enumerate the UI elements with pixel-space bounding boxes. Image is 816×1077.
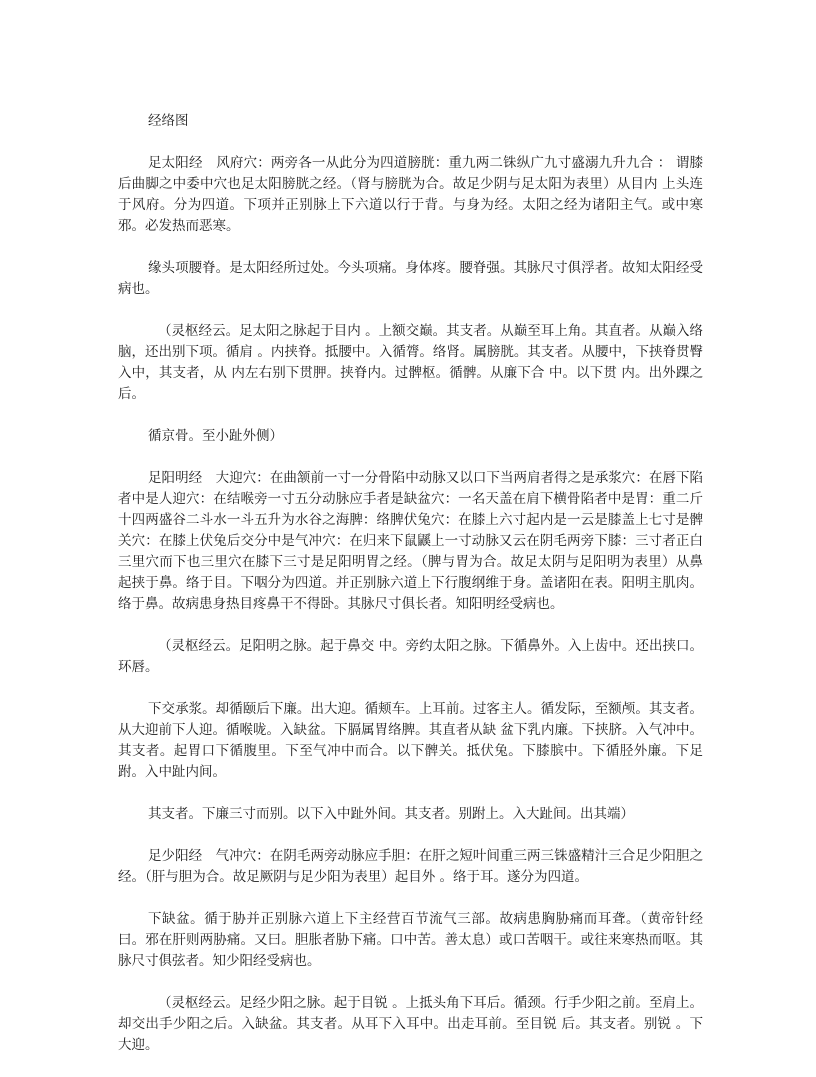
paragraph-yangming-branch: 其支者。下廉三寸而别。以下入中趾外间。其支者。别跗上。入大趾间。出其端）: [148, 806, 634, 822]
document-title: 经络图: [148, 113, 189, 129]
paragraph-taiyang-symptoms: 缘头项腰脊。是太阳经所过处。今头项痛。身体疼。腰脊强。其脉尺寸俱浮者。故知太阳经受病也。: [118, 260, 703, 297]
paragraph-shaoyang-symptoms: 下缺盆。循于胁并正别脉六道上下主经营百节流气三部。故病患胸胁痛而耳聋。（黄帝针经曰。邪在肝则两胁痛。又曰。胆胀者胁下痛。口中苦。善太息）或口苦咽干。或往来寒热而呕。其脉尺寸俱弦者。知少阳经受病也。: [118, 911, 703, 969]
paragraph-yangming-lingshu: （灵枢经云。足阳明之脉。起于鼻交 中。旁约太阳之脉。下循鼻外。入上齿中。还出挟口。环唇。: [118, 638, 703, 675]
paragraph-yangming-path: 下交承浆。却循颐后下廉。出大迎。循颊车。上耳前。过客主人。循发际，至额颅。其支者。从大迎前下人迎。循喉咙。入缺盆。下膈属胃络脾。其直者从缺 盆下乳内廉。下挟脐。入气冲中。其支者。起胃口下循腹里。下至气冲中而合。以下髀关。抵伏兔。下膝膑中。下循胫外廉。下足跗。入中趾内间。: [118, 701, 703, 780]
paragraph-yangming-intro: 足阳明经 大迎穴：在曲颔前一寸一分骨陷中动脉又以口下当两肩者得之是承浆穴：在唇下陷者中是人迎穴：在结喉旁一寸五分动脉应手者是缺盆穴：一名天盖在肩下横骨陷者中是胃：重二斤十四两盛谷二斗水一斗五升为水谷之海脾：络脾伏兔穴：在膝上六寸起内是一云是膝盖上七寸是髀关穴：在膝上伏兔后交分中是气冲穴：在归来下鼠鼷上一寸动脉又云在阴毛两旁下膝：三寸者正白三里穴而下也三里穴在膝下三寸是足阳明胃之经。（脾与胃为合。故足太阴与足阳明为表里）从鼻起挟于鼻。络于目。下咽分为四道。并正别脉六道上下行腹纲维于身。盖诸阳在表。阳明主肌肉。络于鼻。故病患身热目疼鼻干不得卧。其脉尺寸俱长者。知阳明经受病也。: [118, 470, 703, 612]
document-page: [118, 111, 703, 1077]
paragraph-taiyang-intro: 足太阳经 风府穴：两旁各一从此分为四道膀胱：重九两二铢纵广九寸盛溺九升九合 ： 谓膝后曲脚之中委中穴也足太阳膀胱之经。（肾与膀胱为合。故足少阴与足太阳为表里）从目内 上头连于风府。分为四道。下项并正别脉上下六道以行于背。与身为经。太阳之经为诸阳主气。或中寒邪。必发热而恶寒。: [118, 155, 703, 234]
paragraph-taiyang-end: 循京骨。至小趾外侧）: [148, 428, 283, 444]
paragraph-shaoyang-intro: 足少阳经 气冲穴：在阴毛两旁动脉应手胆：在肝之短叶间重三两三铢盛精汁三合足少阳胆之经。（肝与胆为合。故足厥阴与足少阳为表里）起目外 。络于耳。遂分为四道。: [118, 848, 703, 885]
paragraph-taiyang-lingshu: （灵枢经云。足太阳之脉起于目内 。上额交巅。其支者。从巅至耳上角。其直者。从巅入络脑，还出别下项。循肩 。内挟脊。抵腰中。入循膂。络肾。属膀胱。其支者。从腰中，下挟脊贯臀入中，其支者，从 内左右别下贯胛。挟脊内。过髀枢。循髀。从廉下合 中。以下贯 内。出外踝之后。: [118, 323, 703, 402]
paragraph-shaoyang-lingshu: （灵枢经云。足经少阳之脉。起于目锐 。上抵头角下耳后。循颈。行手少阳之前。至肩上。却交出手少阳之后。入缺盆。其支者。从耳下入耳中。出走耳前。至目锐 后。其支者。别锐 。下大迎。: [118, 995, 703, 1053]
